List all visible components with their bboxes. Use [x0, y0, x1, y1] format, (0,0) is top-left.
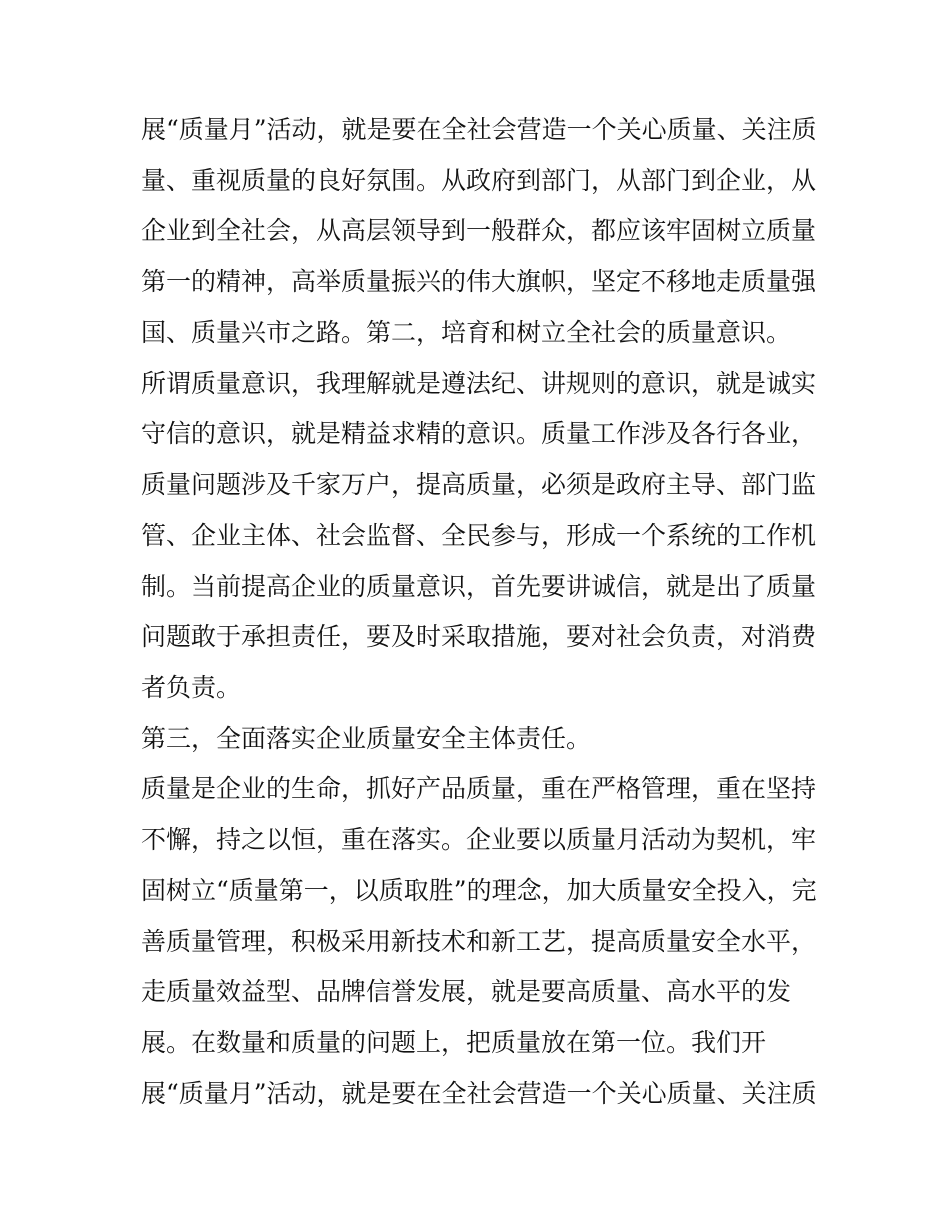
text-line: 展“质量月”活动，就是要在全社会营造一个关心质量、关注质: [141, 1079, 817, 1108]
text-line: 守信的意识，就是精益求精的意识。质量工作涉及各行各业，: [141, 419, 817, 448]
text-line: 善质量管理，积极采用新技术和新工艺，提高质量安全水平，: [141, 927, 817, 956]
text-line: 展“质量月”活动，就是要在全社会营造一个关心质量、关注质: [141, 115, 817, 144]
text-line: 质量是企业的生命，抓好产品质量，重在严格管理，重在坚持: [141, 774, 817, 803]
text-line: 管、企业主体、社会监督、全民参与，形成一个系统的工作机: [141, 521, 817, 550]
text-line: 者负责。: [141, 673, 242, 702]
text-line: 企业到全社会，从高层领导到一般群众，都应该牢固树立质量: [141, 216, 817, 245]
text-line: 不懈，持之以恒，重在落实。企业要以质量月活动为契机，牢: [141, 825, 817, 854]
text-line: 展。在数量和质量的问题上，把质量放在第一位。我们开: [141, 1028, 767, 1057]
text-line: 走质量效益型、品牌信誉发展，就是要高质量、高水平的发: [141, 977, 792, 1006]
text-line: 第一的精神，高举质量振兴的伟大旗帜，坚定不移地走质量强: [141, 267, 817, 296]
text-line: 固树立“质量第一，以质取胜”的理念，加大质量安全投入，完: [141, 876, 817, 905]
text-line: 国、质量兴市之路。第二，培育和树立全社会的质量意识。: [141, 318, 792, 347]
text-line: 问题敢于承担责任，要及时采取措施，要对社会负责，对消费: [141, 622, 817, 651]
text-line: 制。当前提高企业的质量意识，首先要讲诚信，就是出了质量: [141, 572, 817, 601]
text-line: 所谓质量意识，我理解就是遵法纪、讲规则的意识，就是诚实: [141, 369, 817, 398]
text-line: 量、重视质量的良好氛围。从政府到部门，从部门到企业，从: [141, 166, 817, 195]
text-line: 第三，全面落实企业质量安全主体责任。: [141, 724, 592, 753]
text-line: 质量问题涉及千家万户，提高质量，必须是政府主导、部门监: [141, 470, 817, 499]
